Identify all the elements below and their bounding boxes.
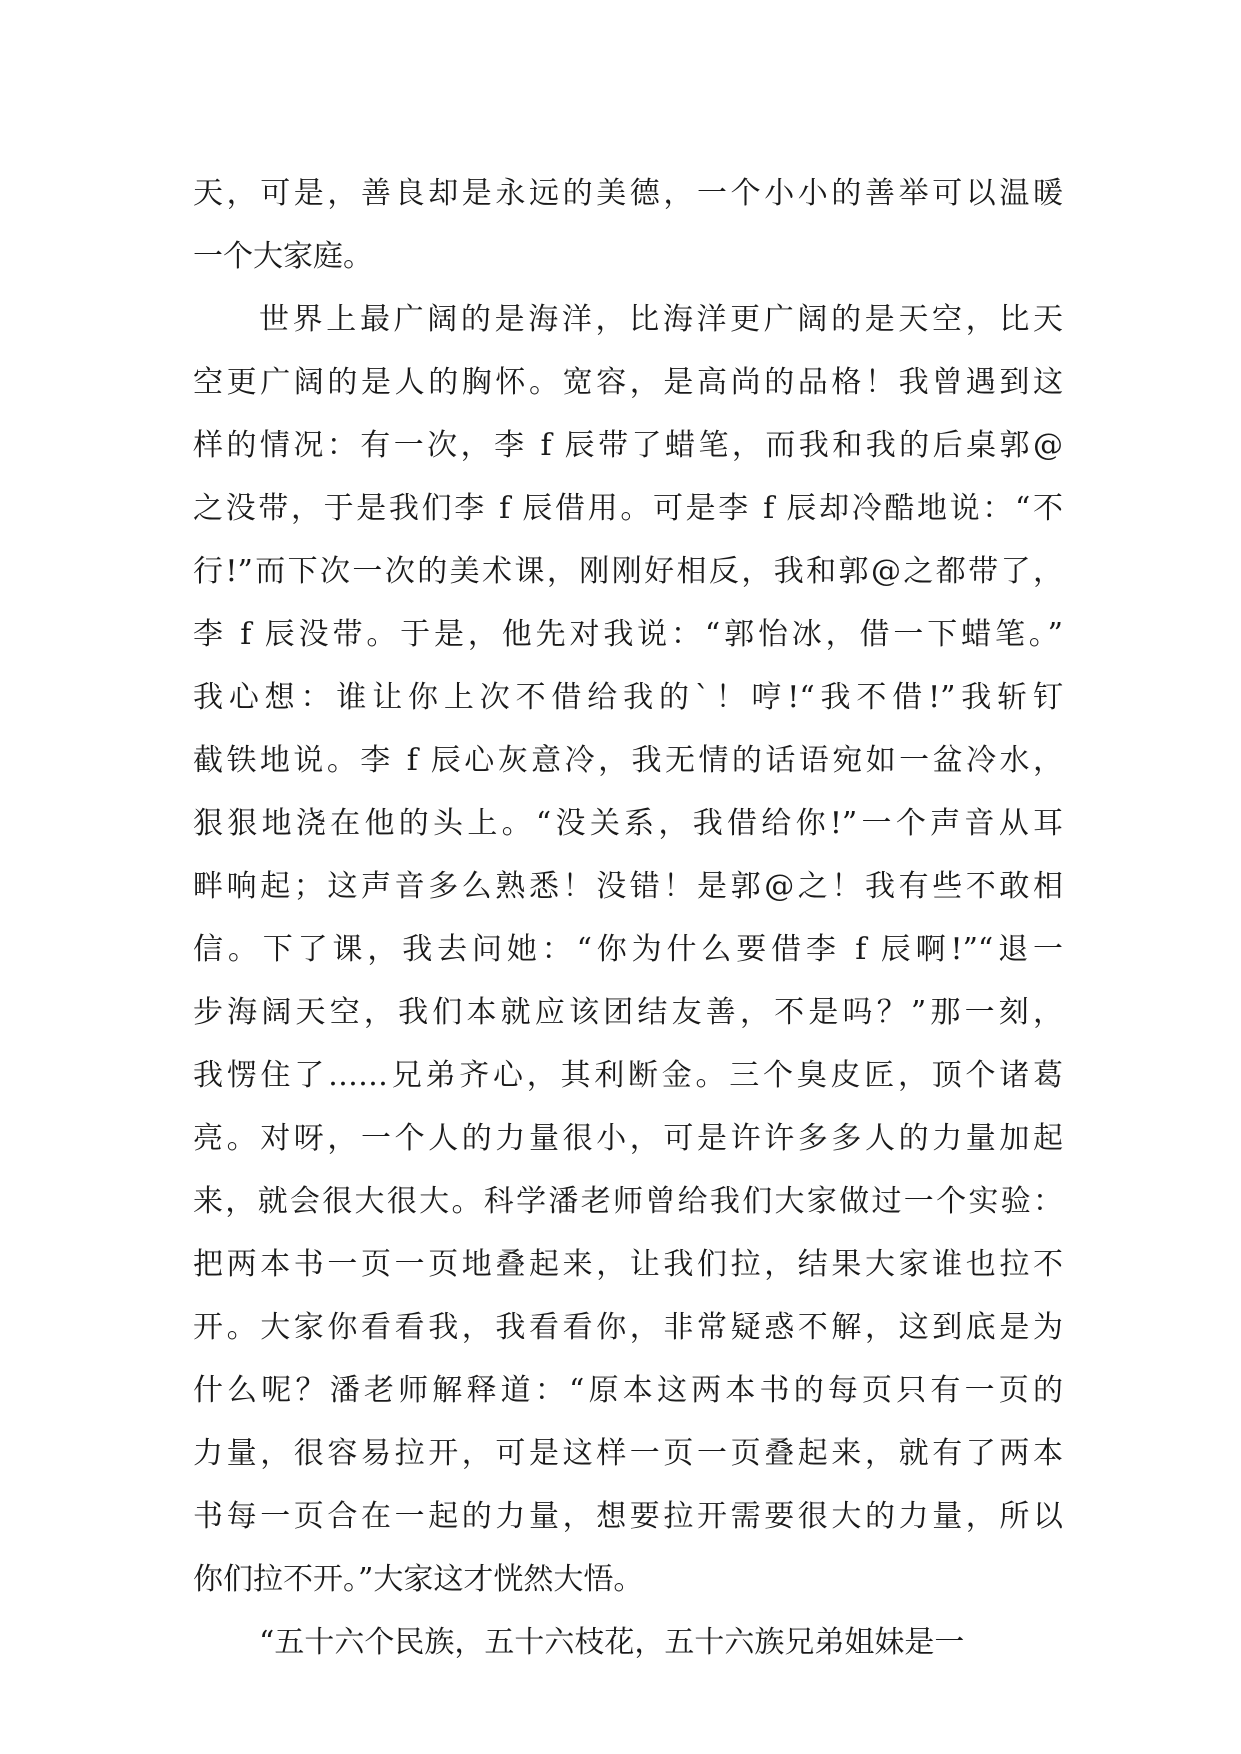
text-line: 开。大家你看看我，我看看你，非常疑惑不解，这到底是为	[193, 1310, 1063, 1345]
text-line: 我心想：谁让你上次不借给我的`！哼!“我不借!”我斩钉	[193, 680, 1063, 715]
text-line: 李 f 辰没带。于是，他先对我说：“郭怡冰，借一下蜡笔。”	[193, 617, 1063, 652]
text-line: 我愣住了……兄弟齐心，其利断金。三个臭皮匠，顶个诸葛	[193, 1058, 1063, 1093]
paragraph	[193, 288, 1063, 1611]
text-line: 畔响起；这声音多么熟悉！没错！是郭@之！我有些不敢相	[193, 869, 1063, 904]
body-text	[193, 162, 1063, 1674]
text-line: 把两本书一页一页地叠起来，让我们拉，结果大家谁也拉不	[193, 1247, 1063, 1282]
text-line: 世界上最广阔的是海洋，比海洋更广阔的是天空，比天	[259, 302, 1063, 337]
text-line: 空更广阔的是人的胸怀。宽容，是高尚的品格！我曾遇到这	[193, 365, 1063, 400]
text-line: 力量，很容易拉开，可是这样一页一页叠起来，就有了两本	[193, 1436, 1063, 1471]
text-line: 步海阔天空，我们本就应该团结友善，不是吗？”那一刻，	[193, 995, 1063, 1030]
text-line: 书每一页合在一起的力量，想要拉开需要很大的力量，所以	[193, 1499, 1063, 1534]
text-line: 信。下了课，我去问她：“你为什么要借李 f 辰啊!”“退一	[193, 932, 1063, 967]
paragraph	[193, 1611, 1063, 1674]
text-line: 亮。对呀，一个人的力量很小，可是许许多多人的力量加起	[193, 1121, 1063, 1156]
text-line: 一个大家庭。	[193, 239, 373, 274]
paragraph	[193, 162, 1063, 288]
text-line: 什么呢？潘老师解释道：“原本这两本书的每页只有一页的	[193, 1373, 1063, 1408]
text-line: 你们拉不开。”大家这才恍然大悟。	[193, 1562, 644, 1597]
text-line: 天，可是，善良却是永远的美德，一个小小的善举可以温暖	[193, 176, 1063, 211]
text-line: “五十六个民族，五十六枝花，五十六族兄弟姐妹是一	[259, 1625, 965, 1660]
text-line: 狠狠地浇在他的头上。“没关系，我借给你!”一个声音从耳	[193, 806, 1063, 841]
text-line: 样的情况：有一次，李 f 辰带了蜡笔，而我和我的后桌郭@	[193, 428, 1063, 463]
text-line: 截铁地说。李 f 辰心灰意冷，我无情的话语宛如一盆冷水，	[193, 743, 1063, 778]
text-line: 来，就会很大很大。科学潘老师曾给我们大家做过一个实验：	[193, 1184, 1063, 1219]
text-line: 行!”而下次一次的美术课，刚刚好相反，我和郭@之都带了，	[193, 554, 1063, 589]
text-line: 之没带，于是我们李 f 辰借用。可是李 f 辰却冷酷地说：“不	[193, 491, 1063, 526]
